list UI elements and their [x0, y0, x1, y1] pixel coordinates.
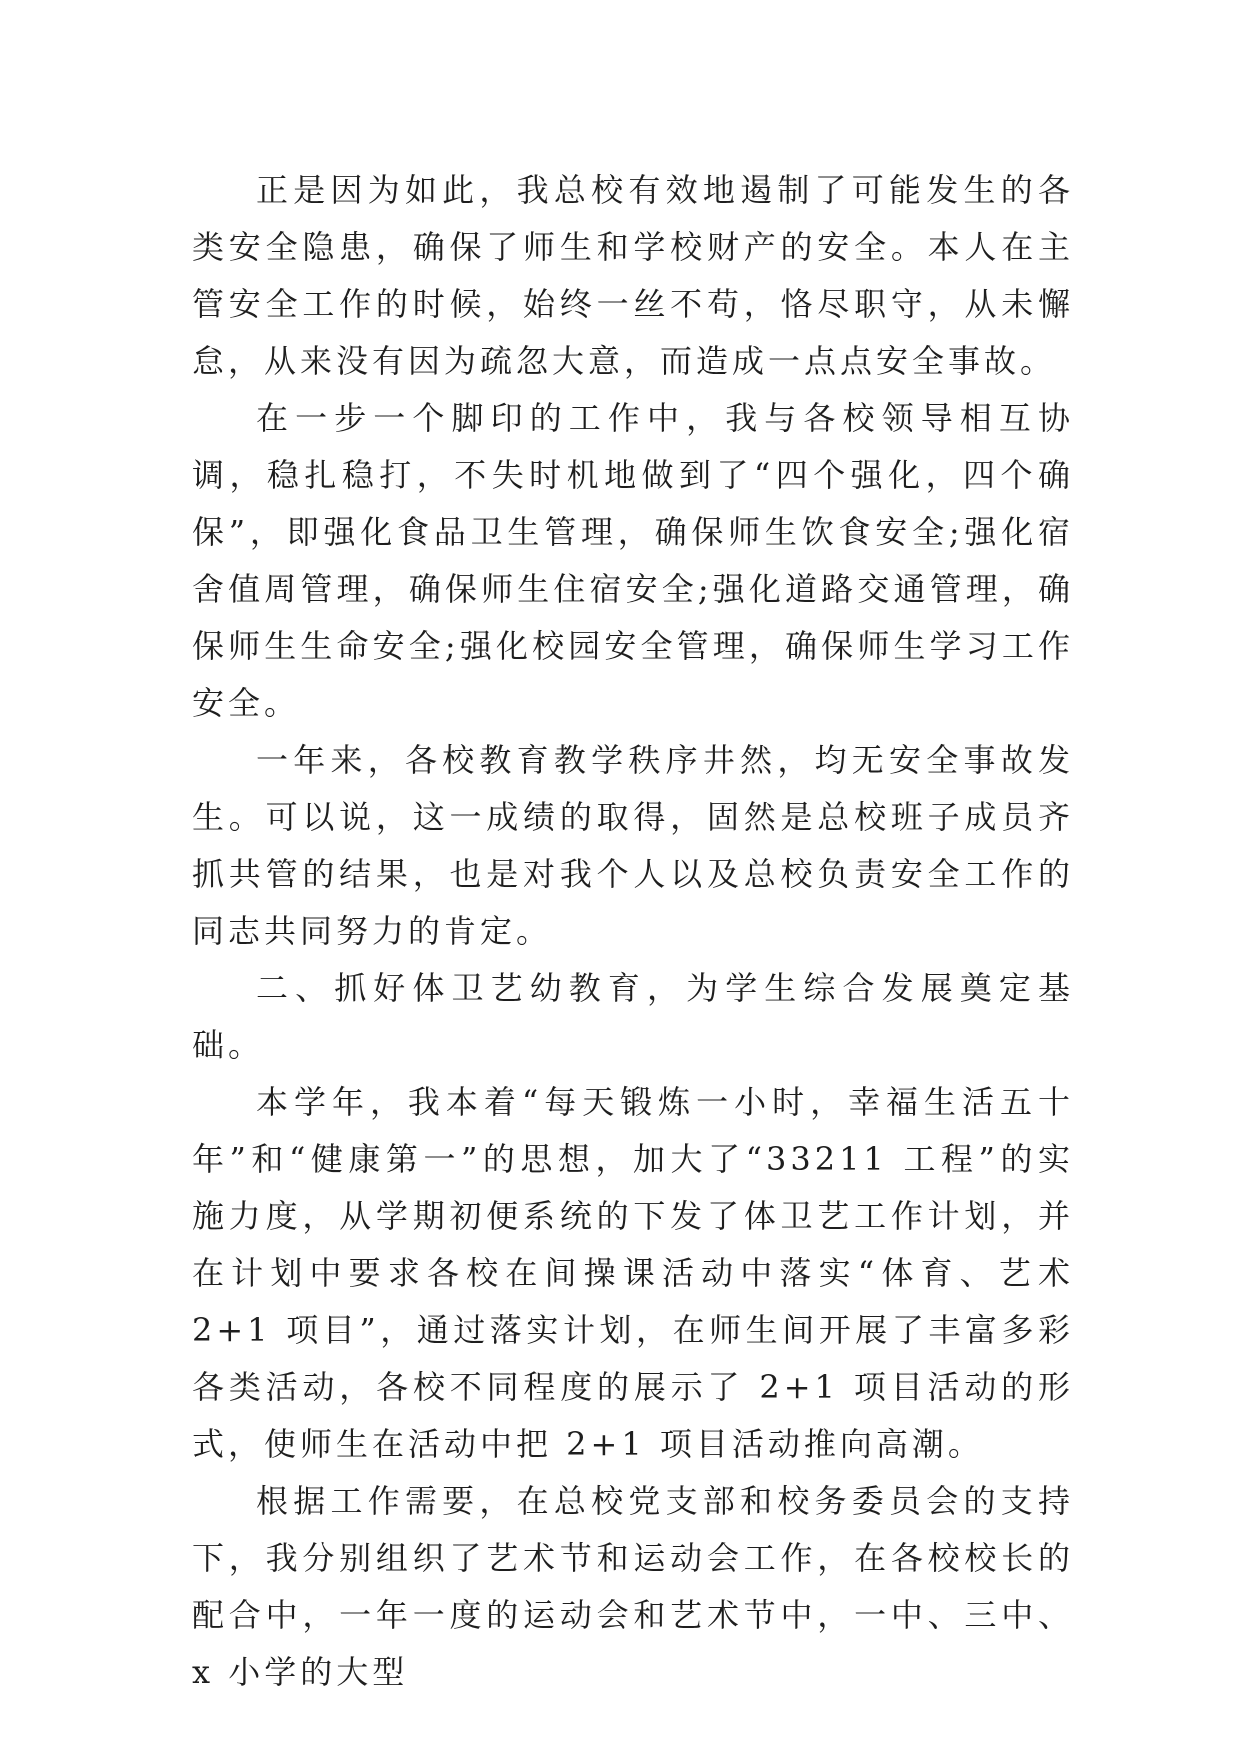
paragraph-four-strengthenings: 在一步一个脚印的工作中，我与各校领导相互协调，稳扎稳打，不失时机地做到了“四个强化，四个确保”，即强化食品卫生管理，确保师生饮食安全;强化宿舍值周管理，确保师生住宿安全;强化道路交通管理，确保师生生命安全;强化校园安全管理，确保师生学习工作安全。	[192, 399, 1074, 722]
document-body	[192, 162, 1074, 1701]
section-heading-sports-arts: 二、抓好体卫艺幼教育，为学生综合发展奠定基础。	[192, 969, 1074, 1064]
paragraph-year-summary: 一年来，各校教育教学秩序井然，均无安全事故发生。可以说，这一成绩的取得，固然是总校班子成员齐抓共管的结果，也是对我个人以及总校负责安全工作的同志共同努力的肯定。	[192, 741, 1074, 950]
paragraph-safety-results: 正是因为如此，我总校有效地遏制了可能发生的各类安全隐患，确保了师生和学校财产的安全。本人在主管安全工作的时候，始终一丝不苟，恪尽职守，从未懈怠，从来没有因为疏忽大意，而造成一点点安全事故。	[192, 171, 1074, 380]
paragraph-academic-year-plan: 本学年，我本着“每天锻炼一小时，幸福生活五十年”和“健康第一”的思想，加大了“33211 工程”的实施力度，从学期初便系统的下发了体卫艺工作计划，并在计划中要求各校在间操课活动中落实“体育、艺术 2+1 项目”，通过落实计划，在师生间开展了丰富多彩各类活动，各校不同程度的展示了 2+1 项目活动的形式，使师生在活动中把 2+1 项目活动推向高潮。	[192, 1083, 1074, 1463]
paragraph-arts-festival-sports-meet: 根据工作需要，在总校党支部和校务委员会的支持下，我分别组织了艺术节和运动会工作，在各校校长的配合中，一年一度的运动会和艺术节中，一中、三中、x 小学的大型	[192, 1482, 1074, 1691]
